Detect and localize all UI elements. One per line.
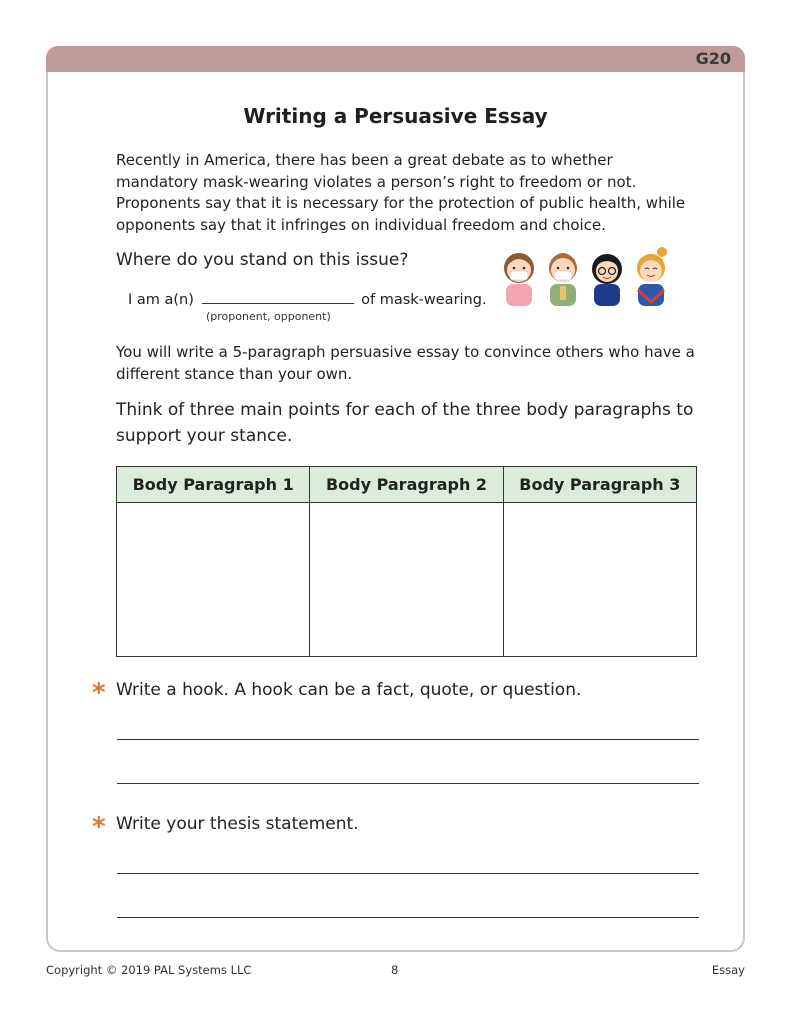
star-icon: *	[92, 812, 106, 842]
hook-prompt-text: Write a hook. A hook can be a fact, quote, or question.	[116, 680, 582, 700]
stance-blank[interactable]	[202, 290, 354, 304]
thesis-answer-line-2[interactable]	[117, 917, 699, 918]
hook-answer-line-1[interactable]	[117, 739, 699, 740]
stance-prefix: I am a(n)	[128, 292, 194, 308]
body-paragraph-2-cell[interactable]	[310, 503, 503, 657]
kid-girl-mask-icon	[504, 253, 534, 306]
kid-girl-glasses-icon	[592, 254, 622, 306]
footer-section: Essay	[711, 963, 745, 977]
stance-question: Where do you stand on this issue?	[116, 250, 409, 270]
header-bar	[46, 46, 745, 72]
instruction-paragraph: Think of three main points for each of the three body paragraphs to support your stance.	[116, 400, 694, 446]
intro-paragraph: Recently in America, there has been a great debate as to whether mandatory mask-wearing violates a person’s right to freedom or not. Proponents say that it is necessary for the protection of public health, while opponents say that it infringes on individual freedom and choice.	[116, 151, 686, 234]
hook-prompt	[92, 678, 581, 708]
table-header-body-paragraph-2: Body Paragraph 2	[310, 467, 503, 503]
hook-answer-line-2[interactable]	[117, 783, 699, 784]
page-title: Writing a Persuasive Essay	[243, 104, 548, 128]
table-header-body-paragraph-3: Body Paragraph 3	[503, 467, 696, 503]
essay-info-paragraph: You will write a 5-paragraph persuasive essay to convince others who have a different stance than your own.	[116, 343, 695, 383]
worksheet-code: G20	[695, 49, 731, 68]
star-icon: *	[92, 678, 106, 708]
kid-boy-mask-icon	[549, 253, 577, 306]
body-paragraph-table	[116, 466, 697, 657]
kid-girl-blonde-icon	[637, 247, 667, 306]
stance-line	[128, 290, 487, 308]
footer-copyright: Copyright © 2019 PAL Systems LLC	[46, 963, 252, 977]
thesis-prompt	[92, 812, 359, 842]
stance-hint: (proponent, opponent)	[206, 310, 331, 323]
kids-illustration	[497, 240, 677, 306]
footer-page-number: 8	[391, 963, 399, 977]
body-paragraph-1-cell[interactable]	[117, 503, 310, 657]
body-paragraph-3-cell[interactable]	[503, 503, 696, 657]
stance-suffix: of mask-wearing.	[361, 292, 487, 308]
thesis-answer-line-1[interactable]	[117, 873, 699, 874]
thesis-prompt-text: Write your thesis statement.	[116, 814, 359, 834]
table-header-body-paragraph-1: Body Paragraph 1	[117, 467, 310, 503]
